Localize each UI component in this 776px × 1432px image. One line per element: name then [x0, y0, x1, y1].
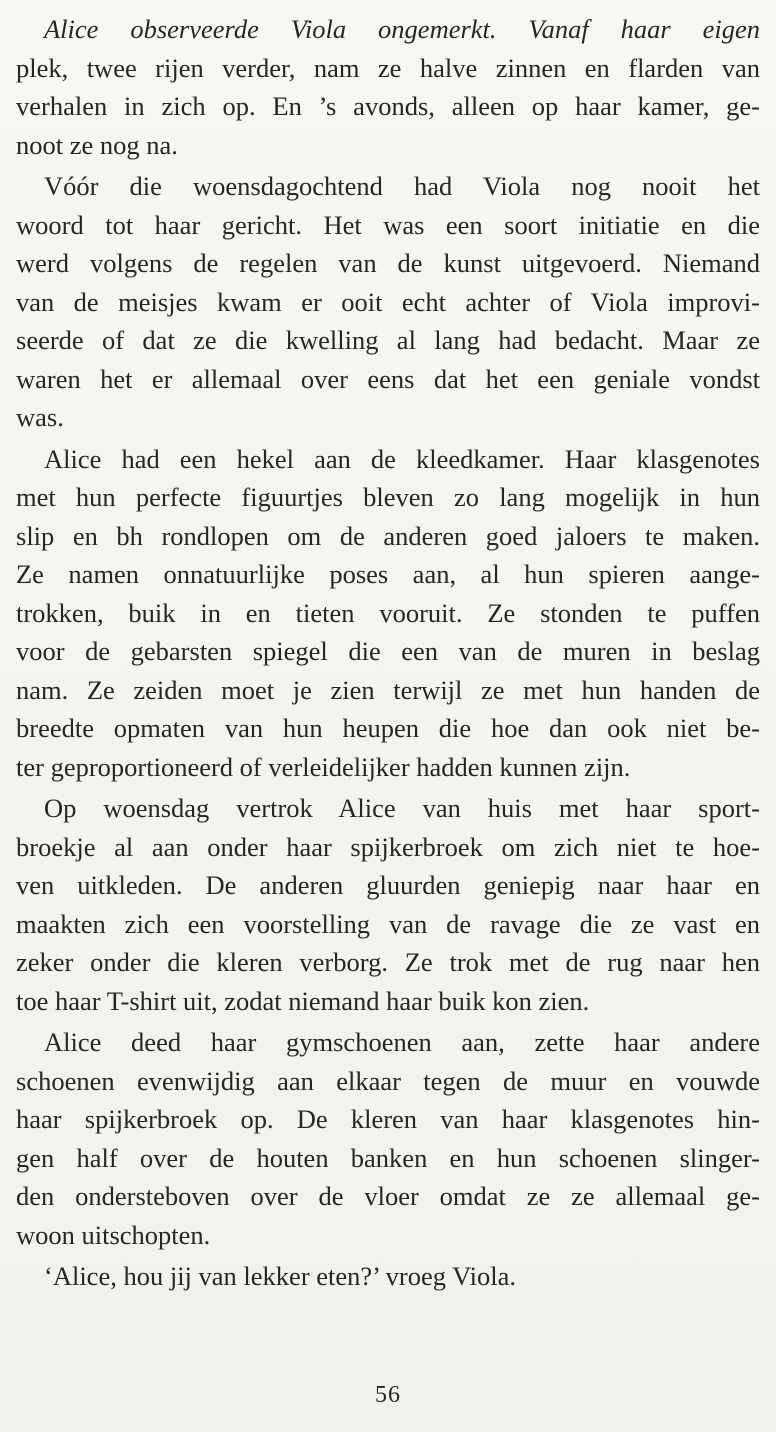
text-line: waren het er allemaal over eens dat het een geniale vondst	[16, 363, 760, 394]
text-line: broekje al aan onder haar spijkerbroek om zich niet te hoe-	[16, 831, 760, 862]
text-line: plek, twee rijen verder, nam ze halve zinnen en flarden van	[16, 52, 760, 83]
text-line: Op woensdag vertrok Alice van huis met haar sport-	[44, 793, 760, 823]
text-line: voor de gebarsten spiegel die een van de muren in beslag	[16, 636, 760, 666]
text-line: Alice had een hekel aan de kleedkamer. Haar klasgenotes	[44, 443, 760, 474]
text-line: Vóór die woensdagochtend had Viola nog nooit het	[44, 171, 760, 201]
text-line: slip en bh rondlopen om de anderen goed jaloers te maken.	[16, 520, 760, 551]
text-line: noot ze nog na.	[16, 129, 178, 160]
text-line: ‘Alice, hou jij van lekker eten?’ vroeg Viola.	[44, 1261, 517, 1291]
text-line: nam. Ze zeiden moet je zien terwijl ze met hun handen de	[16, 674, 760, 705]
text-line: woon uitschopten.	[16, 1219, 211, 1250]
page-body-text	[16, 10, 760, 1299]
text-line: gen half over de houten banken en hun schoenen slinger-	[16, 1142, 760, 1173]
text-line: Ze namen onnatuurlijke poses aan, al hun spieren aange-	[16, 559, 760, 589]
text-line: trokken, buik in en tieten vooruit. Ze stonden te puffen	[16, 597, 760, 628]
text-line: breedte opmaten van hun heupen die hoe dan ook niet be-	[16, 713, 760, 743]
text-line: schoenen evenwijdig aan elkaar tegen de muur en vouwde	[16, 1065, 760, 1096]
paragraph-1	[16, 10, 760, 164]
text-line: Alice deed haar gymschoenen aan, zette haar andere	[44, 1027, 760, 1057]
paragraph-4	[16, 789, 760, 1020]
text-line: seerde of dat ze die kwelling al lang had bedacht. Maar ze	[16, 325, 760, 355]
text-line: haar spijkerbroek op. De kleren van haar klasgenotes hin-	[16, 1104, 760, 1134]
text-line: toe haar T-shirt uit, zodat niemand haar buik kon zien.	[16, 985, 590, 1016]
text-line: zeker onder die kleren verborg. Ze trok met de rug naar hen	[16, 947, 760, 977]
text-line: werd volgens de regelen van de kunst uitgevoerd. Niemand	[16, 248, 760, 278]
text-line: ter geproportioneerd of verleidelijker hadden kunnen zijn.	[16, 751, 631, 782]
paragraph-5	[16, 1023, 760, 1254]
text-line: was.	[16, 402, 64, 432]
text-line: ven uitkleden. De anderen gluurden geniepig naar haar en	[16, 870, 760, 900]
text-line: woord tot haar gericht. Het was een soort initiatie en die	[16, 209, 760, 240]
text-line: met hun perfecte figuurtjes bleven zo lang mogelijk in hun	[16, 482, 760, 512]
paragraph-6	[16, 1257, 760, 1296]
text-line: van de meisjes kwam er ooit echt achter of Viola improvi-	[16, 286, 760, 317]
paragraph-3	[16, 440, 760, 787]
text-line: den ondersteboven over de vloer omdat ze ze allemaal ge-	[16, 1181, 760, 1211]
page-number: 56	[375, 1382, 401, 1408]
text-line: verhalen in zich op. En ’s avonds, alleen op haar kamer, ge-	[16, 91, 760, 121]
paragraph-2	[16, 167, 760, 437]
text-line: Alice observeerde Viola ongemerkt. Vanaf haar eigen	[44, 14, 760, 44]
text-line: maakten zich een voorstelling van de ravage die ze vast en	[16, 908, 760, 939]
